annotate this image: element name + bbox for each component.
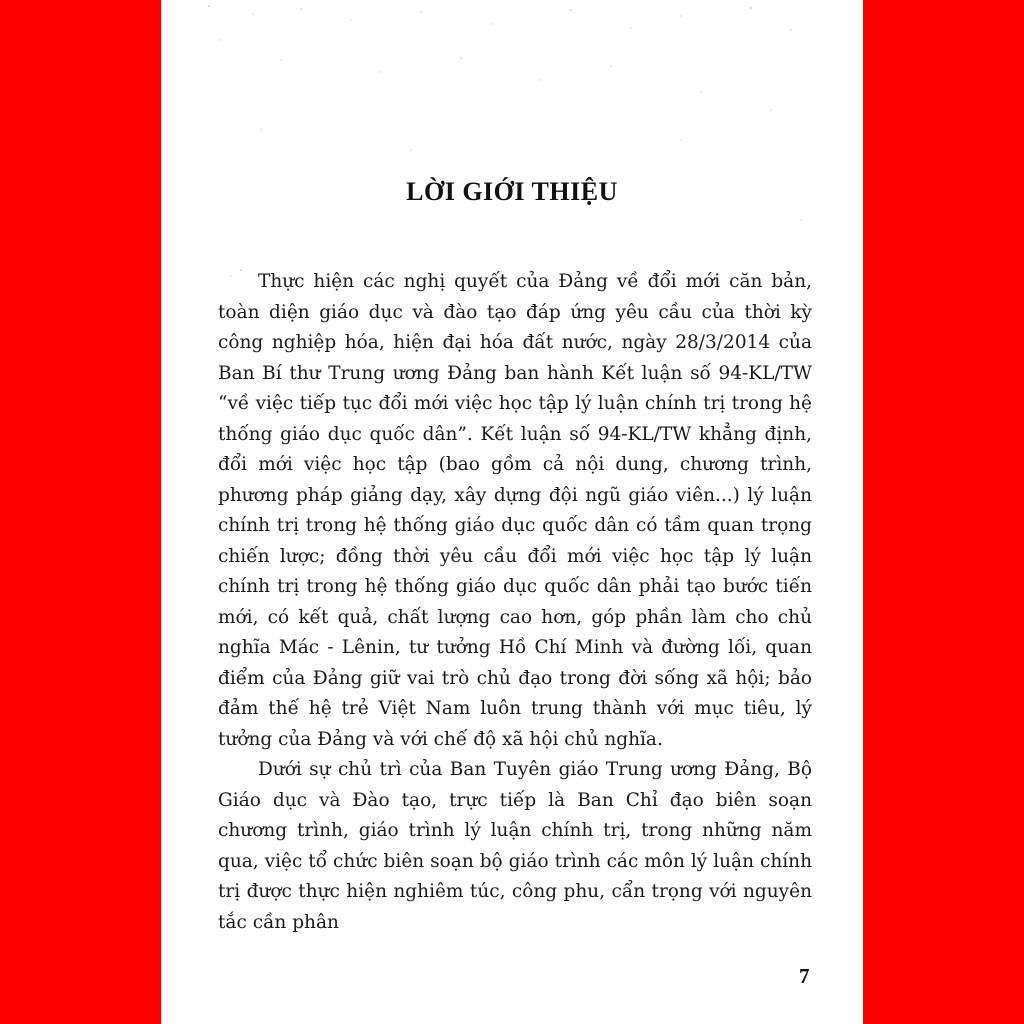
paragraph-2: Dưới sự chủ trì của Ban Tuyên giáo Trung ương Đảng, Bộ Giáo dục và Đào tạo, trực tiếp là Ban Chỉ đạo biên soạn chương trình, giáo trình lý luận chính trị, trong những năm qua, việc tổ chức biên soạn bộ giáo trình các môn lý luận chính trị được thực hiện nghiêm túc, công phu, cẩn trọng với nguyên tắc cần phân <box>218 759 812 933</box>
page-number: 7 <box>799 964 810 988</box>
paragraph-1: Thực hiện các nghị quyết của Đảng về đổi mới căn bản, toàn diện giáo dục và đào tạo đáp ứng yêu cầu của thời kỳ công nghiệp hóa, hiện đại hóa đất nước, ngày 28/3/2014 của Ban Bí thư Trung ương Đảng ban hành Kết luận số 94-KL/TW “về việc tiếp tục đổi mới việc học tập lý luận chính trị trong hệ thống giáo dục quốc dân”. Kết luận số 94-KL/TW khẳng định, đổi mới việc học tập (bao gồm cả nội dung, chương trình, phương pháp giảng dạy, xây dựng đội ngũ giáo viên...) lý luận chính trị trong hệ thống giáo dục quốc dân có tầm quan trọng chiến lược; đồng thời yêu cầu đổi mới việc học tập lý luận chính trị trong hệ thống giáo dục quốc dân phải tạo bước tiến mới, có kết quả, chất lượng cao hơn, góp phần làm cho chủ nghĩa Mác - Lênin, tư tưởng Hồ Chí Minh và đường lối, quan điểm của Đảng giữ vai trò chủ đạo trong đời sống xã hội; bảo đảm thế hệ trẻ Việt Nam luôn trung thành với mục tiêu, lý tưởng của Đảng và với chế độ xã hội chủ nghĩa. <box>218 271 812 750</box>
body-text <box>218 267 812 938</box>
book-page <box>161 0 863 1024</box>
page-title: LỜI GIỚI THIỆU <box>406 177 618 206</box>
